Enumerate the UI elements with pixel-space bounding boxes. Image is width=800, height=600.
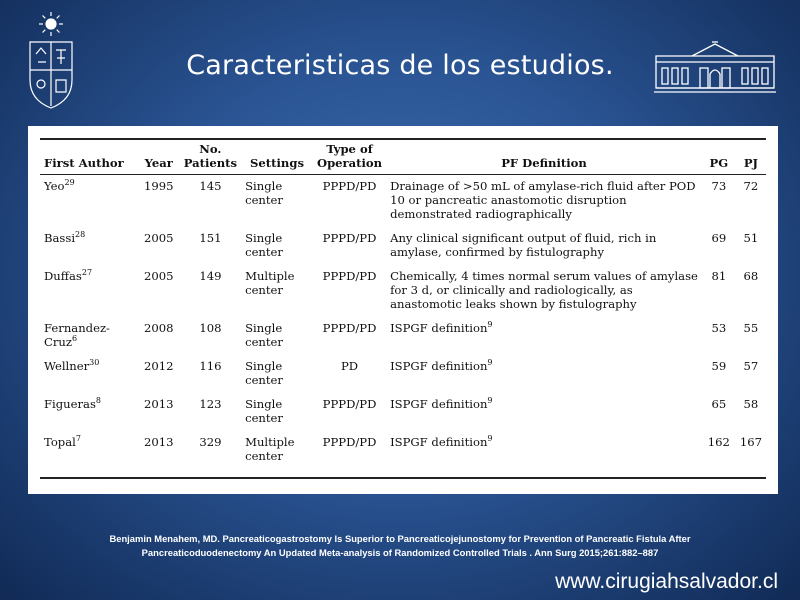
pj-cell: 55 (743, 321, 759, 335)
pj-cell: 51 (743, 231, 759, 245)
author-ref: 29 (64, 178, 75, 188)
author-ref: 6 (72, 334, 78, 344)
author-name: Topal (44, 435, 76, 449)
author-cell (40, 227, 138, 265)
pj-cell: 72 (743, 179, 759, 193)
table-row (40, 317, 766, 355)
operation-cell: PPPD/PD (322, 269, 377, 283)
definition-text: Any clinical significant output of fluid, rich in amylase, confirmed by fistulography (390, 231, 657, 259)
pg-cell: 69 (711, 231, 727, 245)
definition-cell (386, 227, 702, 265)
pj-cell: 58 (743, 397, 759, 411)
author-ref: 7 (75, 434, 81, 444)
citation-line-2: Pancreaticoduodenectomy An Updated Meta-analysis of Randomized Controlled Trials . Ann Surg 2015;261:882–887 (141, 547, 659, 558)
citation-line-1: Benjamin Menahem, MD. Pancreaticogastrostomy Is Superior to Pancreaticojejunostomy for Prevention of Pancreatic Fistula After (109, 533, 691, 544)
settings-cell: Single center (245, 397, 283, 425)
definition-text: ISPGF definition (390, 321, 488, 335)
author-cell (40, 393, 138, 431)
pj-cell: 167 (736, 431, 766, 478)
table-header-row (40, 139, 766, 175)
definition-cell (386, 175, 702, 228)
operation-cell: PPPD/PD (322, 321, 377, 335)
definition-ref: 9 (487, 434, 493, 444)
definition-text: ISPGF definition (390, 435, 488, 449)
year-cell: 2005 (143, 269, 174, 283)
definition-text: Chemically, 4 times normal serum values of amylase for 3 d, or clinically and radiologically, as anastomotic leaks shown by fistulography (390, 269, 698, 311)
header-year: Year (138, 139, 180, 175)
settings-cell: Single center (245, 321, 283, 349)
operation-cell: PPPD/PD (322, 231, 377, 245)
patients-cell: 123 (199, 397, 222, 411)
year-cell: 2013 (143, 397, 174, 411)
table-row (40, 265, 766, 317)
author-cell (40, 175, 138, 228)
definition-cell (386, 355, 702, 393)
year-cell: 2012 (143, 359, 174, 373)
author-name: Figueras (44, 397, 96, 411)
header-type-of-operation: Type of Operation (313, 139, 386, 175)
author-name: Fernandez-Cruz (44, 321, 110, 349)
author-cell (40, 317, 138, 355)
patients-cell: 151 (199, 231, 222, 245)
citation (0, 532, 800, 560)
patients-cell: 116 (199, 359, 222, 373)
author-name: Bassi (44, 231, 76, 245)
definition-text: ISPGF definition (390, 397, 488, 411)
operation-cell: PD (340, 359, 359, 373)
table-row (40, 431, 766, 478)
year-cell: 2008 (143, 321, 174, 335)
definition-cell (386, 431, 702, 478)
patients-cell: 145 (199, 179, 222, 193)
pj-cell: 68 (743, 269, 759, 283)
year-cell: 2005 (143, 231, 174, 245)
year-cell: 1995 (143, 179, 174, 193)
studies-table-panel (28, 126, 778, 494)
header-no-patients: No. Patients (180, 139, 241, 175)
pg-cell: 73 (711, 179, 727, 193)
table-row (40, 355, 766, 393)
author-ref: 30 (89, 358, 100, 368)
pg-cell: 81 (711, 269, 727, 283)
pg-cell: 65 (711, 397, 727, 411)
operation-cell: PPPD/PD (322, 397, 377, 411)
table-row (40, 227, 766, 265)
pg-cell: 53 (711, 321, 727, 335)
operation-cell: PPPD/PD (322, 179, 377, 193)
header-pf-definition: PF Definition (386, 139, 702, 175)
definition-cell (386, 265, 702, 317)
settings-cell: Single center (245, 231, 283, 259)
author-cell (40, 265, 138, 317)
table-row (40, 393, 766, 431)
author-ref: 28 (75, 230, 86, 240)
author-ref: 8 (95, 396, 101, 406)
header-first-author: First Author (40, 139, 138, 175)
author-name: Wellner (44, 359, 90, 373)
definition-ref: 9 (487, 396, 493, 406)
settings-cell: Single center (245, 359, 283, 387)
pj-cell: 57 (743, 359, 759, 373)
studies-table (40, 138, 766, 479)
pg-cell: 59 (711, 359, 727, 373)
operation-cell: PPPD/PD (313, 431, 386, 478)
pg-cell: 162 (702, 431, 736, 478)
definition-text: Drainage of >50 mL of amylase-rich fluid after POD 10 or pancreatic anastomotic disruption demonstrated radiographically (390, 179, 696, 221)
settings-cell: Single center (245, 179, 283, 207)
website-url: www.cirugiahsalvador.cl (555, 570, 778, 593)
definition-cell (386, 393, 702, 431)
settings-cell: Multiple center (245, 269, 295, 297)
patients-cell: 149 (199, 269, 222, 283)
header-settings: Settings (241, 139, 313, 175)
author-name: Yeo (44, 179, 65, 193)
header-pg: PG (702, 139, 736, 175)
author-cell (40, 431, 138, 478)
definition-cell (386, 317, 702, 355)
table-row (40, 175, 766, 228)
slide-title: Caracteristicas de los estudios. (186, 50, 614, 81)
author-name: Duffas (44, 269, 82, 283)
author-ref: 27 (81, 268, 93, 278)
definition-ref: 9 (487, 320, 493, 330)
settings-cell: Multiple center (241, 431, 313, 478)
definition-ref: 9 (487, 358, 493, 368)
patients-cell: 329 (180, 431, 241, 478)
patients-cell: 108 (199, 321, 222, 335)
header-pj: PJ (736, 139, 766, 175)
definition-text: ISPGF definition (390, 359, 488, 373)
author-cell (40, 355, 138, 393)
year-cell: 2013 (138, 431, 180, 478)
